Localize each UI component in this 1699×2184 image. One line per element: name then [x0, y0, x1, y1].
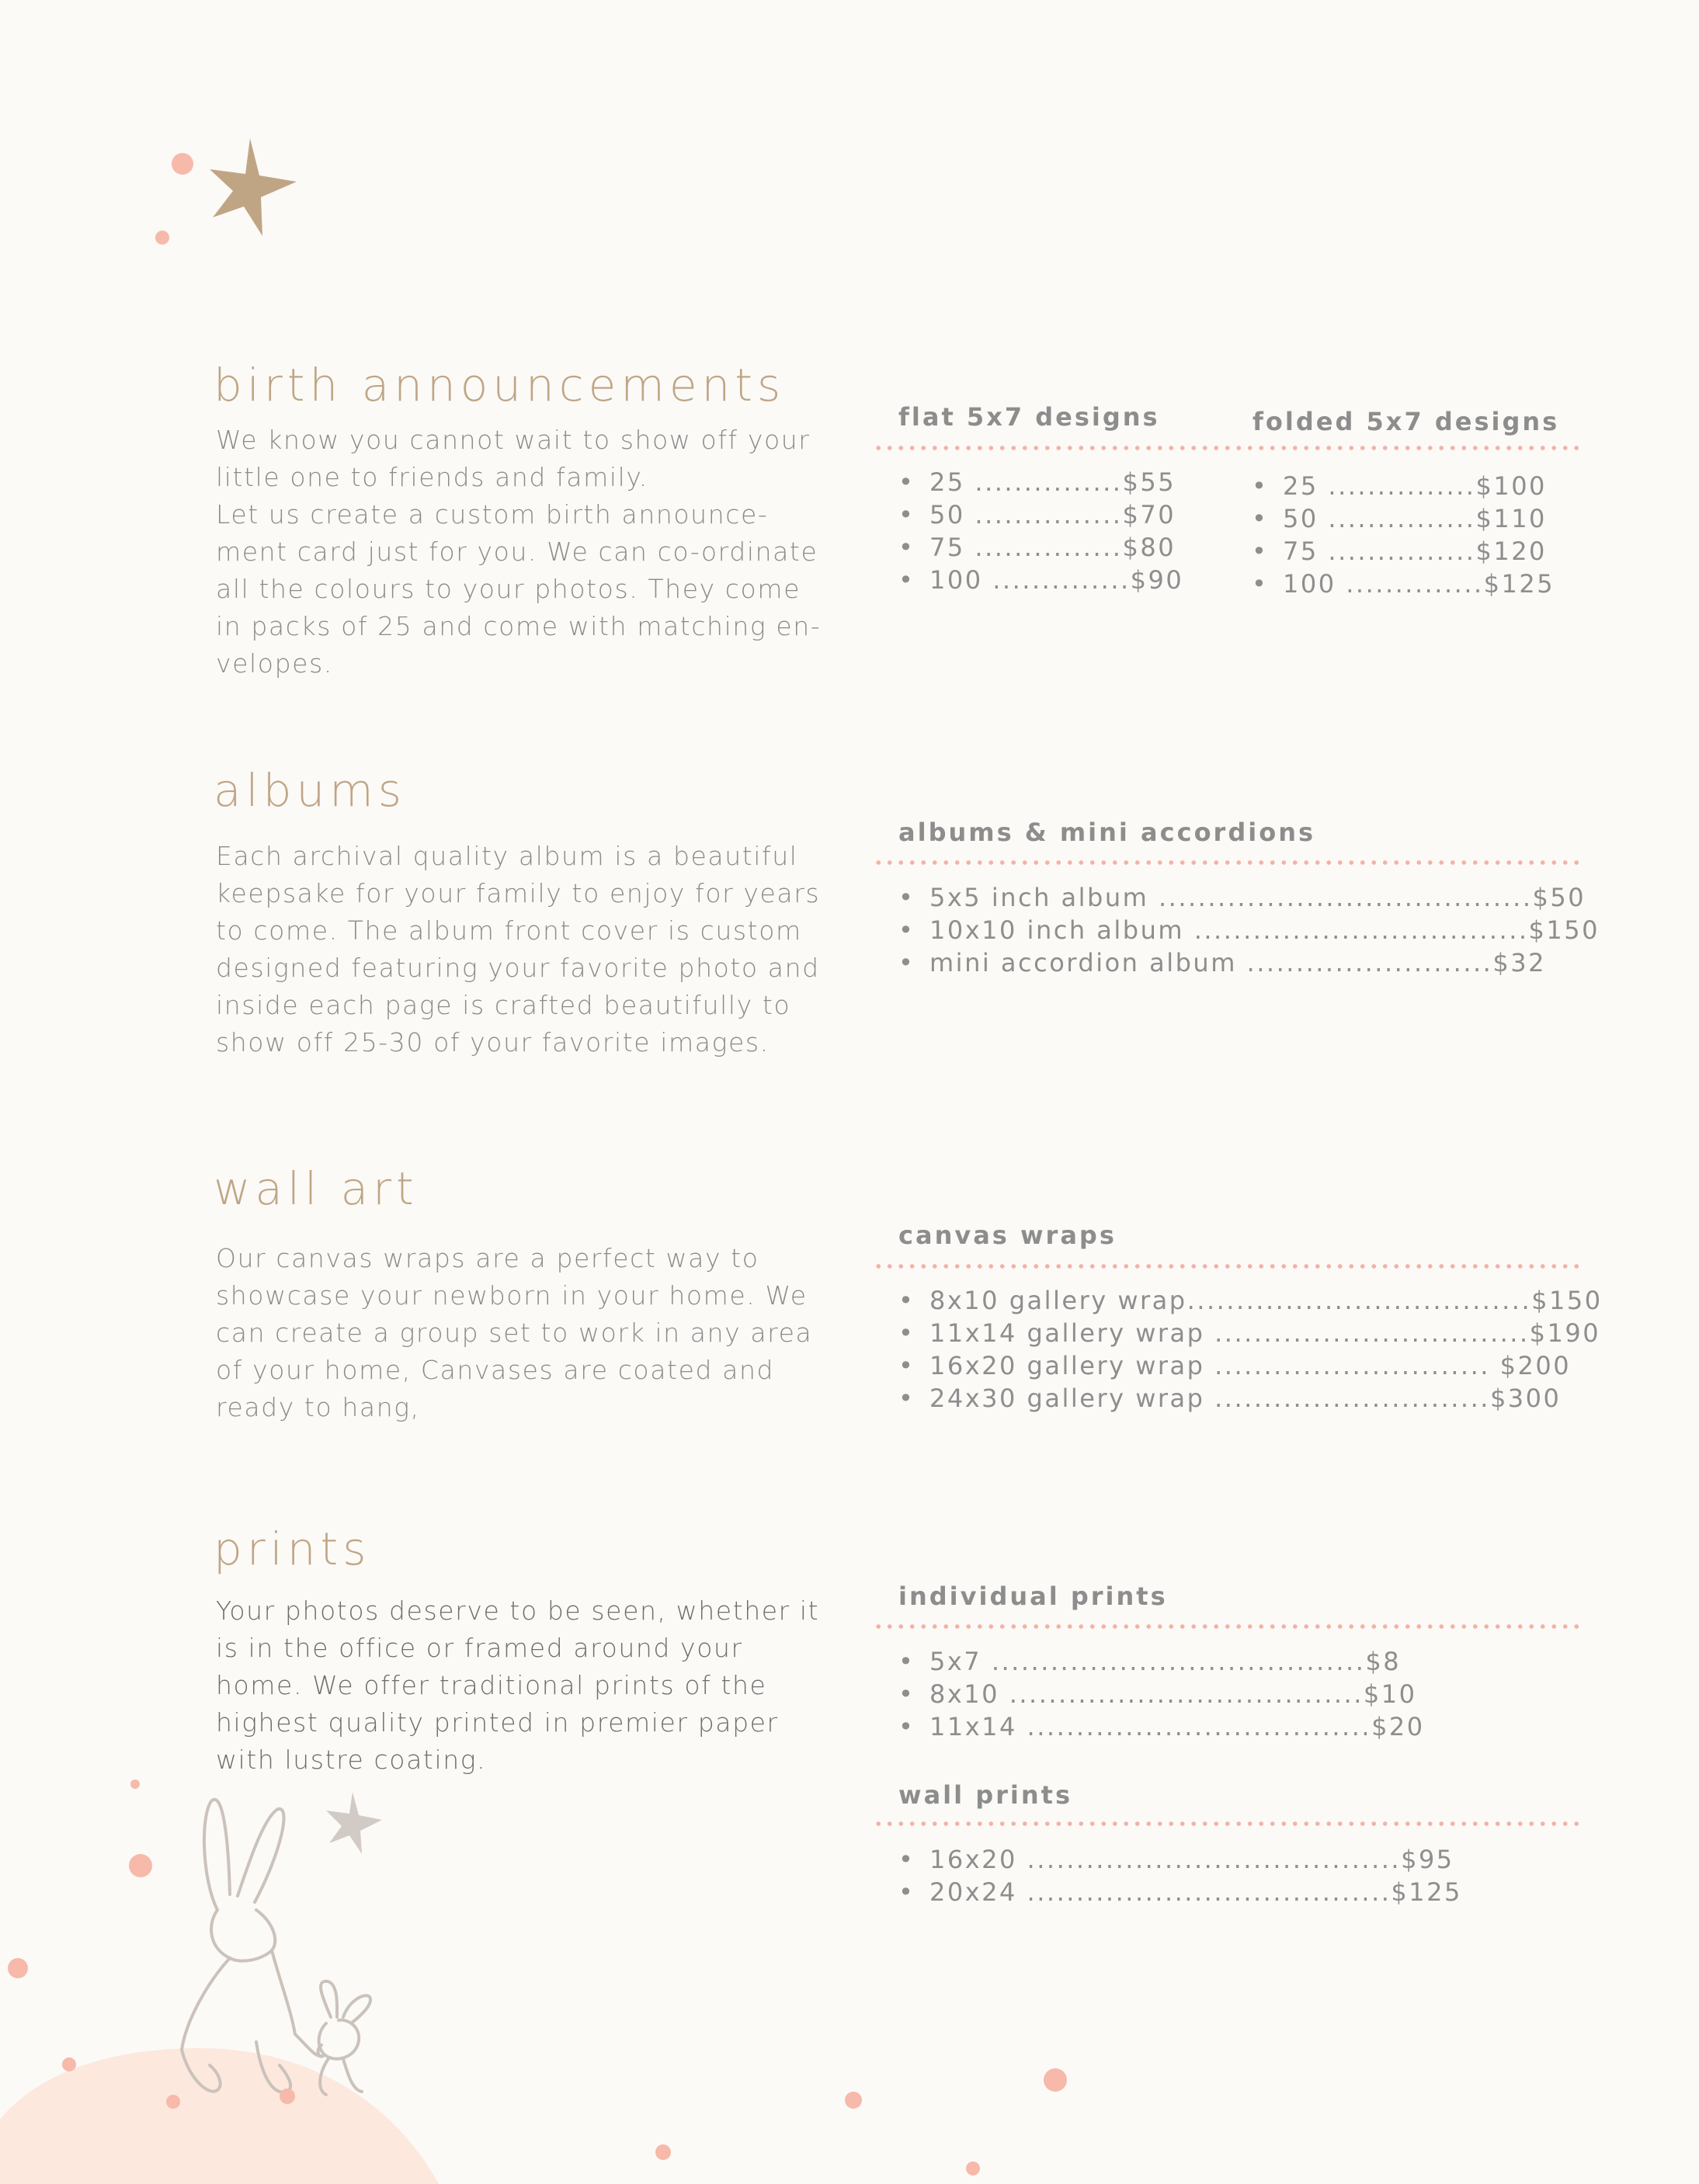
- description-line: little one to friends and family.: [216, 462, 648, 492]
- section-title-wall-art: wall art: [214, 1162, 419, 1215]
- star-icon: [210, 138, 297, 236]
- description-line: show off 25-30 of your favorite images.: [216, 1027, 770, 1057]
- price-item: • mini accordion album .........................$32: [898, 946, 1600, 979]
- price-item: • 100 ..............$90: [898, 564, 1183, 596]
- pink-dot: [845, 2092, 862, 2109]
- price-group-title-albums: albums & mini accordions: [898, 818, 1316, 847]
- dotted-divider: [873, 1821, 1581, 1826]
- price-group-title-flat: flat 5x7 designs: [898, 402, 1160, 432]
- price-item: • 25 ...............$55: [898, 466, 1183, 498]
- description-line: can create a group set to work in any area: [216, 1318, 813, 1348]
- price-item: • 8x10 ....................................$10: [898, 1678, 1425, 1710]
- price-item: • 10x10 inch album ..................................$150: [898, 914, 1600, 946]
- description-line: inside each page is crafted beautifully to: [216, 990, 791, 1020]
- price-group-title-canvas: canvas wraps: [898, 1220, 1117, 1250]
- section-title-albums: albums: [214, 764, 406, 817]
- price-item: • 5x7 ......................................$8: [898, 1645, 1425, 1678]
- price-list-folded: [1252, 470, 1555, 600]
- price-item: • 5x5 inch album ......................................$50: [898, 881, 1600, 914]
- pink-dot: [280, 2089, 295, 2104]
- description-line: Our canvas wraps are a perfect way to: [216, 1243, 759, 1273]
- pink-dot: [8, 1958, 28, 1978]
- pink-dot: [129, 1854, 152, 1877]
- price-item: • 75 ...............$80: [898, 531, 1183, 564]
- description-line: with lustre coating.: [216, 1745, 487, 1775]
- price-list-individual-prints: [898, 1645, 1425, 1743]
- price-item: • 100 ..............$125: [1252, 568, 1555, 600]
- price-item: • 24x30 gallery wrap ............................$300: [898, 1382, 1603, 1415]
- price-item: • 11x14 ...................................$20: [898, 1710, 1425, 1743]
- price-group-title-folded: folded 5x7 designs: [1253, 407, 1560, 436]
- description-line: designed featuring your favorite photo and: [216, 953, 820, 983]
- pink-dot: [166, 2095, 180, 2109]
- description-line: to come. The album front cover is custom: [216, 915, 802, 946]
- description-line: highest quality printed in premier paper: [216, 1707, 779, 1738]
- price-list-canvas: [898, 1284, 1603, 1415]
- price-item: • 50 ...............$70: [898, 498, 1183, 531]
- dotted-divider: [873, 1624, 1581, 1629]
- dotted-divider: [873, 446, 1581, 450]
- pink-dot: [130, 1779, 140, 1789]
- pink-dot: [966, 2161, 980, 2175]
- description-line: in packs of 25 and come with matching en-: [216, 611, 822, 641]
- description-line: ready to hang,: [216, 1392, 420, 1422]
- description-line: of your home, Canvases are coated and: [216, 1355, 775, 1385]
- description-line: all the colours to your photos. They come: [216, 574, 801, 604]
- pink-dot: [655, 2144, 671, 2160]
- prints-description: [216, 1592, 829, 1779]
- price-item: • 11x14 gallery wrap ................................$190: [898, 1317, 1603, 1349]
- pink-dot: [172, 153, 193, 175]
- description-line: ment card just for you. We can co-ordinate: [216, 536, 818, 567]
- description-line: Your photos deserve to be seen, whether it: [216, 1595, 820, 1626]
- section-title-prints: prints: [214, 1523, 371, 1575]
- albums-description: [216, 838, 829, 1061]
- description-line: Let us create a custom birth announce-: [216, 499, 769, 530]
- description-line: We know you cannot wait to show off your: [216, 425, 811, 455]
- price-group-title-individual-prints: individual prints: [898, 1582, 1168, 1611]
- description-line: velopes.: [216, 648, 333, 679]
- price-item: • 16x20 ......................................$95: [898, 1843, 1462, 1876]
- price-item: • 16x20 gallery wrap ............................ $200: [898, 1349, 1603, 1382]
- price-item: • 50 ...............$110: [1252, 502, 1555, 535]
- pink-dot: [62, 2057, 76, 2071]
- description-line: Each archival quality album is a beautiful: [216, 841, 798, 871]
- price-item: • 8x10 gallery wrap...................................$150: [898, 1284, 1603, 1317]
- dotted-divider: [873, 860, 1581, 865]
- dotted-divider: [873, 1264, 1581, 1269]
- description-line: is in the office or framed around your: [216, 1633, 743, 1663]
- description-line: keepsake for your family to enjoy for years: [216, 878, 821, 908]
- price-group-title-wall-prints: wall prints: [898, 1780, 1073, 1810]
- price-item: • 25 ...............$100: [1252, 470, 1555, 502]
- description-line: home. We offer traditional prints of the: [216, 1670, 767, 1700]
- price-list-flat: [898, 466, 1183, 596]
- price-list-albums: [898, 881, 1600, 979]
- pink-dot: [1044, 2068, 1067, 2092]
- price-item: • 75 ...............$120: [1252, 535, 1555, 568]
- birth-description: [216, 422, 829, 682]
- description-line: showcase your newborn in your home. We: [216, 1280, 808, 1311]
- section-title-birth-announcements: birth announcements: [214, 359, 786, 411]
- star-icon: [326, 1792, 382, 1854]
- wall-art-description: [216, 1240, 829, 1426]
- price-item: • 20x24 .....................................$125: [898, 1876, 1462, 1908]
- price-list-wall-prints: [898, 1843, 1462, 1908]
- pink-dot: [155, 231, 169, 245]
